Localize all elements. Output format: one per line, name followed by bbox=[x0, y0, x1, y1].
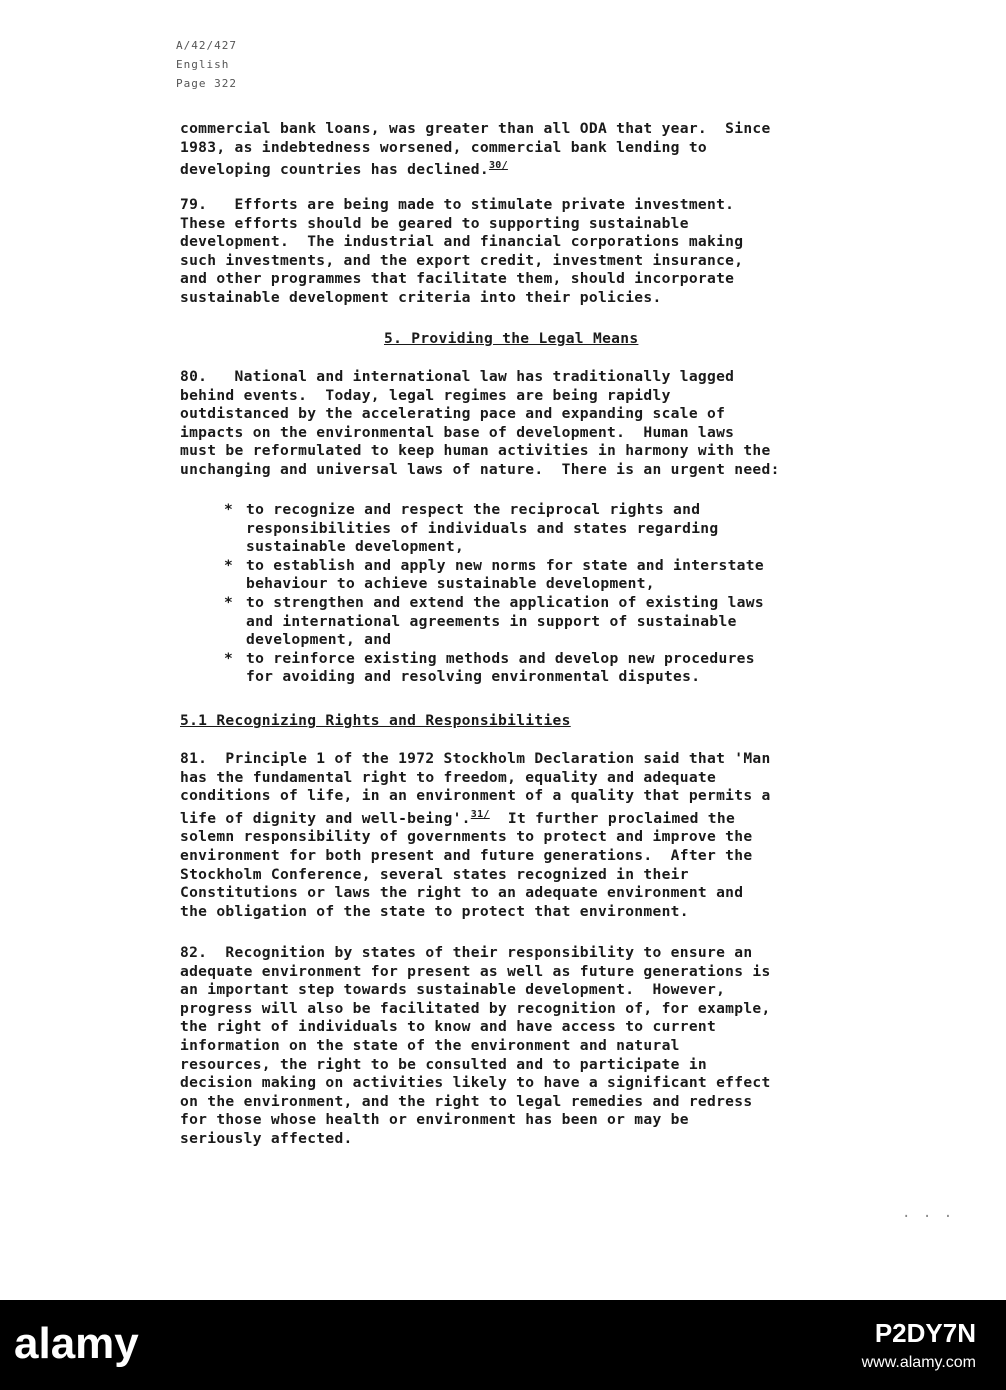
section-heading-5: 5. Providing the Legal Means bbox=[384, 330, 639, 347]
document-header bbox=[176, 36, 237, 93]
footnote-ref-30: 30/ bbox=[488, 160, 508, 172]
paragraph-81-text-after: It further proclaimed the solemn responsibility of governments to protect and improve the environment for both present and future generations. After the Stockholm Conference, several states recognized in their Constitutions or laws the right to an adequate environment and the obligation of the state to protect that environment. bbox=[180, 809, 753, 920]
document-language: English bbox=[176, 58, 230, 71]
list-item-text: to recognize and respect the reciprocal rights and responsibilities of individuals and states regarding sustainable development, bbox=[246, 501, 719, 556]
list-item bbox=[220, 594, 940, 650]
paragraph-82: 82. Recognition by states of their responsibility to ensure an adequate environment for present as well as future generations is an important step towards sustainable development. However, progress will also be facilitated by recognition of, for example, the right of individuals to know and have access to current information on the state of the environment and natural resources, the right to be consulted and to participate in decision making on activities likely to have a significant effect on the environment, and the right to legal remedies and redress for those whose health or environment has been or may be seriously affected. bbox=[180, 944, 771, 1147]
paragraph-intro bbox=[180, 120, 940, 180]
footnote-ref-31: 31/ bbox=[470, 808, 490, 820]
bullet-marker: * bbox=[224, 501, 234, 518]
list-item bbox=[220, 501, 940, 557]
page-number: Page 322 bbox=[176, 77, 237, 90]
paragraph-intro-text: commercial bank loans, was greater than all ODA that year. Since 1983, as indebtedness worsened, commercial bank lending to developing countries has declined. bbox=[180, 120, 771, 179]
continuation-marker: . . . bbox=[902, 1205, 955, 1221]
list-item bbox=[220, 557, 940, 594]
image-id: P2DY7N bbox=[874, 1318, 976, 1348]
site-url: www.alamy.com bbox=[861, 1354, 976, 1371]
paragraph-81-text-before: 81. Principle 1 of the 1972 Stockholm Declaration said that 'Man has the fundamental right to freedom, equality and adequate conditions of life, in an environment of a quality that permits a life of dignity and well-being'. bbox=[180, 750, 771, 827]
list-item-text: to establish and apply new norms for state and interstate behaviour to achieve sustainable development, bbox=[246, 556, 764, 593]
watermark-footer bbox=[0, 1300, 1006, 1390]
bullet-marker: * bbox=[224, 593, 234, 611]
paragraph-80: 80. National and international law has traditionally lagged behind events. Today, legal regimes are being rapidly outdistanced by the accelerating pace and expanding scale of impacts on the environmental base of development. Human laws must be reformulated to keep human activities in harmony with the unchanging and universal laws of nature. There is an urgent need: bbox=[180, 368, 780, 478]
requirements-list bbox=[220, 501, 940, 687]
paragraph-79: 79. Efforts are being made to stimulate private investment. These efforts should be geared to supporting sustainable development. The industrial and financial corporations making such investments, and the export credit, investment insurance, and other programmes that facilitate them, should incorporate sustainable development criteria into their policies. bbox=[180, 196, 744, 306]
list-item-text: to reinforce existing methods and develop new procedures for avoiding and resolving environmental disputes. bbox=[246, 649, 755, 686]
bullet-marker: * bbox=[224, 556, 234, 574]
list-item-text: to strengthen and extend the application of existing laws and international agreements in support of sustainable development, and bbox=[246, 593, 764, 649]
document-symbol: A/42/427 bbox=[176, 39, 237, 52]
list-item bbox=[220, 650, 940, 687]
bullet-marker: * bbox=[224, 649, 234, 667]
paragraph-81 bbox=[180, 750, 940, 921]
section-heading-5-1: 5.1 Recognizing Rights and Responsibilities bbox=[180, 712, 571, 729]
brand-logo: alamy bbox=[14, 1319, 139, 1368]
